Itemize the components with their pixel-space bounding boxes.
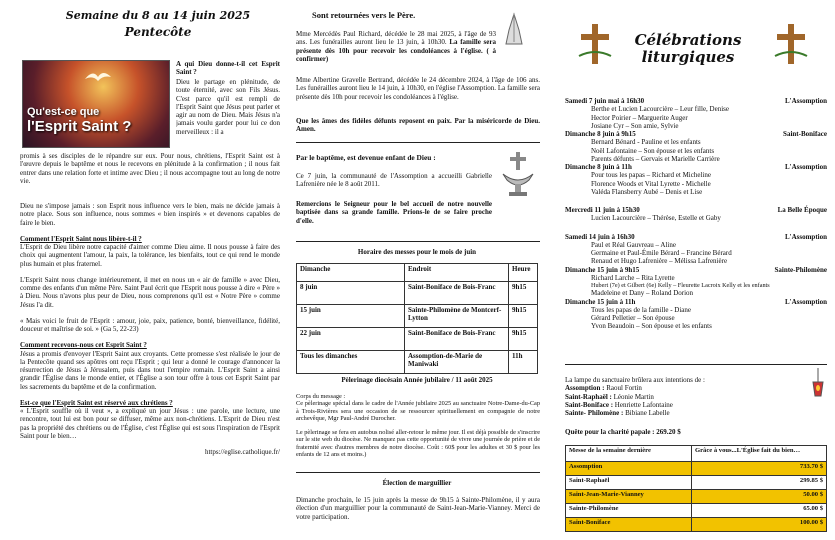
- table-row: [297, 305, 538, 328]
- divider: [296, 142, 540, 143]
- intention-line: Madeleine et Dany – Roland Dorion: [591, 289, 694, 298]
- lamp-row: Saint-Raphaël : Léonie Martin: [565, 392, 654, 401]
- intention-line: Renaud et Hugo Lafrenière – Mélissa Lafrenière: [591, 257, 728, 266]
- intention-line: Josiane Cyr – Son amie, Sylvie: [591, 121, 679, 130]
- intro-block: [176, 60, 280, 78]
- celebrations-title: [613, 32, 763, 67]
- esprit-saint-poster: [22, 60, 170, 148]
- intention-line: Hector Poirier – Marguerite Auger: [591, 113, 688, 122]
- divider: [296, 472, 540, 473]
- cross-icon: [771, 22, 811, 66]
- intention-line: Yvon Beaudoin – Son épouse et les enfants: [591, 322, 712, 331]
- para-1: promis à ses disciples de le répandre sur eux. Pour nous, chrétiens, l'Esprit Saint est à l'œuvre depuis le baptême et nous le recevons en plénitude à la confirmation ; il nous fait entrer dans une relation forte et intime avec Dieu ; il nous accompagne tout au long de notre vie.: [20, 152, 280, 185]
- celebrations-title-1: Célébrations: [634, 31, 742, 49]
- poster-line2: l'Esprit Saint ?: [27, 117, 132, 135]
- source-link[interactable]: https://eglise.catholique.fr/: [204, 448, 280, 456]
- feast-title: Pentecôte: [124, 24, 192, 39]
- day-cell: 8 juin: [297, 282, 405, 305]
- right-column: [563, 0, 828, 540]
- prayer-text: Que les âmes des fidèles défunts reposent en paix. Par la miséricorde de Dieu. Amen.: [296, 117, 540, 134]
- pilgrimage-text-1: Ce pèlerinage spécial dans le cadre de l'Année jubilaire 2025 au sanctuaire Notre-Dame-du-Cap à Trois-Rivières sera une occasion de se ressourcer spirituellement en compagnie de notre archevêque, Mgr Paul-André Durocher.: [296, 400, 540, 423]
- celebration-date: Mercredi 11 juin à 15h30: [565, 206, 640, 214]
- collection-table: [565, 445, 827, 532]
- header-cell: Messe de la semaine dernière: [566, 446, 692, 462]
- pilgrimage-title: Pèlerinage diocésain Année jubilaire / 11 août 2025: [341, 376, 493, 384]
- lamp-name: Raoul Fortin: [606, 384, 642, 393]
- celebration-header: [565, 97, 827, 105]
- celebrations-title-2: liturgiques: [641, 48, 735, 67]
- intention-line: Lucien Lacourcière – Thérèse, Estelle et Gaby: [591, 214, 721, 223]
- death-1-text: Mme Mercédès Paul Richard, décédée le 28 mai 2025, à l'âge de 93 ans. Les funérailles auront lieu le 13 juin, à 10h30.: [296, 30, 496, 47]
- intention-line: Noël Lafontaine – Son épouse et les enfants: [591, 146, 715, 155]
- intention-line: Hubert (7e) et Gilbert (6e) Kelly – Fleurette Lacroix Kelly et les enfants: [591, 282, 770, 289]
- celebration-header: [565, 298, 827, 306]
- pilgrimage-body: [296, 393, 540, 458]
- para-2: Dieu ne s'impose jamais : son Esprit nous influence vers le bien, mais ne décide jamais à notre place. Sous son influence, nous sommes « bien inspirés » et devenons capables de faire le bien.: [20, 202, 280, 227]
- lamp-section: [565, 376, 805, 417]
- header-cell: Endroit: [405, 264, 509, 282]
- baptism-title: Par le baptême, est devenue enfant de Dieu :: [296, 153, 436, 162]
- time-cell: 9h15: [509, 282, 538, 305]
- celebration-date: Dimanche 15 juin à 11h: [565, 297, 636, 306]
- cross-icon: [575, 22, 615, 66]
- celebration-place: Sainte-Philomène: [774, 265, 827, 274]
- table-row: [566, 518, 827, 532]
- celebration-block: [565, 130, 827, 163]
- celebration-block: [565, 97, 827, 130]
- table-row: [566, 490, 827, 504]
- lamp-row: Sainte- Philomène : Bibiane Labelle: [565, 409, 670, 417]
- lamp-intro: La lampe du sanctuaire brûlera aux intentions de :: [565, 376, 705, 384]
- intention-line: Florence Woods et Vital Lyrette - Michelle: [591, 179, 711, 188]
- baptism-text: Ce 7 juin, la communauté de l'Assomption a accueilli Gabrielle Lafrenière née le 8 août 2011.: [296, 172, 492, 189]
- intention-line: Parents défunts – Gervais et Marielle Carrière: [591, 154, 720, 163]
- lamp-row: Saint-Boniface : Henriette Lafontaine: [565, 400, 673, 409]
- amount-cell: 50.00 $: [692, 490, 827, 504]
- baptism-font-icon: [497, 150, 539, 198]
- week-header: [58, 10, 258, 39]
- intention-line: Germaine et Paul-Émile Bérard – Francine Bérard: [591, 249, 732, 257]
- week-title: Semaine du 8 au 14 juin 2025: [65, 9, 251, 22]
- header-cell: Dimanche: [297, 264, 405, 282]
- lamp-name: Bibiane Labelle: [625, 409, 670, 417]
- celebration-block: [565, 233, 827, 266]
- celebration-date: Dimanche 8 juin à 9h15: [565, 130, 636, 138]
- celebration-date: Samedi 14 juin à 16h30: [565, 232, 635, 241]
- lamp-name: Léonie Martin: [613, 392, 654, 401]
- parish-cell: Saint-Raphaël: [566, 476, 692, 490]
- election-title: Élection de marguillier: [382, 479, 452, 487]
- para-1-part: Dieu le partage en plénitude, de toute éternité, avec son Fils Jésus. C'est parce qu'il est rempli de l'Esprit Saint que Jésus peut parler et agir au nom de Dieu. Mais Jésus n'a jamais voulu garder pour lui ce don merveilleux : il a: [176, 78, 280, 136]
- death-1-bold: La famille sera présente dès 10h pour recevoir les condoléances à l'église. ( à confirmer): [296, 38, 496, 63]
- left-column: [8, 0, 280, 540]
- lamp-place: Assomption: [565, 384, 601, 393]
- poster-title: [27, 103, 131, 135]
- question-3: Comment recevons-nous cet Esprit Saint ?: [20, 341, 147, 350]
- death-2: Mme Albertine Gravelle Bertrand, décédée le 24 décembre 2024, à l'âge de 106 ans. Les funérailles auront lieu le 14 juin, à 10h30, en l'église l'Assomption. La famille sera présente dès 10h pour recevoir les condoléances à l'église.: [296, 76, 540, 101]
- celebration-header: [565, 206, 827, 214]
- election-text: Dimanche prochain, le 15 juin après la messe de 9h15 à Sainte-Philomène, il y aura élection d'un marguillier pour la communauté de Saint-Jean-Marie-Vianney. Merci de votre participation.: [296, 496, 540, 521]
- lamp-place: Saint-Boniface: [565, 400, 609, 409]
- amount-cell: 733.70 $: [692, 462, 827, 476]
- celebration-header: [565, 130, 827, 138]
- schedule-title: Horaire des messes pour le mois de juin: [357, 248, 477, 256]
- celebration-block: [565, 163, 827, 196]
- para-5: « Mais voici le fruit de l'Esprit : amour, joie, paix, patience, bonté, bienveillance, fidélité, douceur et maîtrise de soi. » (Ga 5, 22-23): [20, 316, 280, 333]
- table-header-row: [566, 446, 827, 462]
- celebration-place: La Belle Époque: [777, 206, 827, 214]
- amount-cell: 299.85 $: [692, 476, 827, 490]
- parish-cell: Assomption: [566, 462, 692, 476]
- deaths-title: Sont retournées vers le Père.: [312, 10, 416, 20]
- parish-cell: Saint-Jean-Marie-Vianney: [566, 490, 692, 504]
- place-cell: Sainte-Philomène de Montcerf-Lytton: [405, 305, 509, 328]
- celebration-date: Samedi 7 juin mai à 16h30: [565, 97, 645, 105]
- papal-collection: Quête pour la charité papale : 269.20 $: [565, 428, 681, 436]
- day-cell: Tous les dimanches: [297, 351, 405, 374]
- lamp-place: Saint-Raphaël: [565, 392, 608, 401]
- question-2: Comment l'Esprit Saint nous libère-t-il ?: [20, 234, 142, 243]
- lamp-place: Sainte- Philomène: [565, 409, 620, 417]
- divider: [296, 241, 540, 242]
- time-cell: 11h: [509, 351, 538, 374]
- lamp-name: Henriette Lafontaine: [614, 400, 673, 409]
- intention-line: Gérard Pelletier – Son épouse: [591, 314, 675, 323]
- para-1-wrap: [176, 78, 280, 151]
- parish-cell: Saint-Boniface: [566, 518, 692, 532]
- table-row: [566, 476, 827, 490]
- body-text: [20, 152, 280, 456]
- intention-line: Bernard Bénard - Pauline et les enfants: [591, 138, 701, 147]
- table-row: [566, 462, 827, 476]
- celebration-header: [565, 266, 827, 274]
- table-row: [566, 504, 827, 518]
- sanctuary-lamp-icon: [811, 368, 825, 402]
- lamp-row: Assomption : Raoul Fortin: [565, 384, 642, 393]
- mass-schedule-table: [296, 263, 538, 374]
- celebration-place: L'Assomption: [784, 97, 827, 105]
- dove-icon: [83, 67, 113, 87]
- day-cell: 22 juin: [297, 328, 405, 351]
- celebration-header: [565, 163, 827, 171]
- celebration-date: Dimanche 15 juin à 9h15: [565, 265, 640, 274]
- para-7: « L'Esprit souffle où il veut », a expliqué un jour Jésus : une parole, une lecture, une rencontre, tout lui est bon pour se diffuser, même aux non-chrétiens. L'Esprit de Dieu n'est pas la propriété des chrétiens ou de l'Église, c'est l'Église qui est sous l'inspiration de l'Esprit Saint pour le bien…: [20, 407, 280, 440]
- day-cell: 15 juin: [297, 305, 405, 328]
- pilgrimage-text-2: Le pèlerinage se fera en autobus nolisé aller-retour le même jour. Il est déjà possible de s'inscrire sur le site web du diocèse. Ne manquez pas cette opportunité de vivre une journée de prière et de fraternité avec d'autres membres de notre diocèse. Coût : 60$ pour les adultes et 30 $ pour les enfants de 12 ans et moins.): [296, 428, 540, 458]
- celebration-place: L'Assomption: [784, 297, 827, 306]
- para-3: L'Esprit de Dieu libère notre capacité d'aimer comme Dieu aime. Il nous pousse à faire des choix qui augmentent l'amour, la paix, la tolérance, les bienfaits, tout ce qui rend le monde plus humain et plus fraternel.: [20, 243, 280, 268]
- poster-line1: Qu'est-ce que: [27, 106, 100, 118]
- amount-cell: 100.00 $: [692, 518, 827, 532]
- celebration-block: [565, 206, 827, 223]
- place-cell: Assomption-de-Marie de Maniwaki: [405, 351, 509, 374]
- question-1: A qui Dieu donne-t-il cet Esprit Saint ?: [176, 60, 280, 77]
- table-row: [297, 328, 538, 351]
- celebration-header: [565, 233, 827, 241]
- intention-line: Tous les papas de la famille - Diane: [591, 305, 692, 314]
- middle-column: [292, 0, 542, 540]
- table-header-row: [297, 264, 538, 282]
- baptism-thanks: Remercions le Seigneur pour le bel accueil de notre nouvelle baptisée dans sa grande famille. Prions-le de se faire proche d'elle.: [296, 200, 492, 225]
- time-cell: 9h15: [509, 328, 538, 351]
- para-4: L'Esprit Saint nous change intérieurement, il met en nous un « air de famille » avec Dieu, comme des enfants d'un même Père. Saint Paul écrit que l'Esprit nous pousse à dire « Père » à Dieu. Nous n'avons plus peur de Dieu, nous comprenons qu'il est « Notre Père » comme Jésus l'a dit.: [20, 275, 280, 309]
- time-cell: 9h15: [509, 305, 538, 328]
- intention-line: Berthe et Lucien Lacourcière – Leur fille, Denise: [591, 105, 729, 114]
- question-4: Est-ce que l'Esprit Saint est réservé aux chrétiens ?: [20, 398, 173, 407]
- intention-line: Valéda Flansberry Aubé – Denis et Lise: [591, 187, 703, 196]
- header-cell: Grâce à vous...L'Église fait du bien…: [692, 446, 827, 462]
- table-row: [297, 282, 538, 305]
- place-cell: Saint-Boniface de Bois-Franc: [405, 282, 509, 305]
- celebration-place: L'Assomption: [784, 232, 827, 241]
- celebration-block: [565, 298, 827, 331]
- pilgrimage-intro: Corps du message :: [296, 393, 346, 400]
- death-1: [296, 30, 496, 63]
- place-cell: Saint-Boniface de Bois-Franc: [405, 328, 509, 351]
- intention-line: Pour tous les papas – Richard et Micheline: [591, 171, 711, 180]
- divider: [565, 364, 827, 365]
- intention-line: Richard Larche – Rita Lyrette: [591, 273, 675, 282]
- celebration-block: [565, 266, 827, 298]
- celebration-place: L'Assomption: [784, 163, 827, 171]
- celebration-date: Dimanche 8 juin à 11h: [565, 163, 632, 171]
- intention-line: Paul et Réal Gauvreau – Aline: [591, 240, 676, 249]
- table-row: [297, 351, 538, 374]
- parish-cell: Sainte-Philomène: [566, 504, 692, 518]
- praying-hands-icon: [497, 10, 531, 48]
- celebrations-list: [565, 97, 827, 331]
- celebration-place: Saint-Boniface: [783, 130, 827, 138]
- para-6: Jésus a promis d'envoyer l'Esprit Saint aux croyants. Cette promesse s'est réalisée le jour de la Pentecôte quand ses apôtres ont reçu l'Esprit ; qui leur a donné le courage d'annoncer la résurrection de Jésus à Jérusalem, puis dans tout l'empire romain. L'Esprit Saint a ainsi grandir l'Église dans le monde entier, et l'Église a son tour offre à tous cet Esprit Saint par les sacrements du baptême et de la confirmation.: [20, 349, 280, 391]
- header-cell: Heure: [509, 264, 538, 282]
- amount-cell: 65.00 $: [692, 504, 827, 518]
